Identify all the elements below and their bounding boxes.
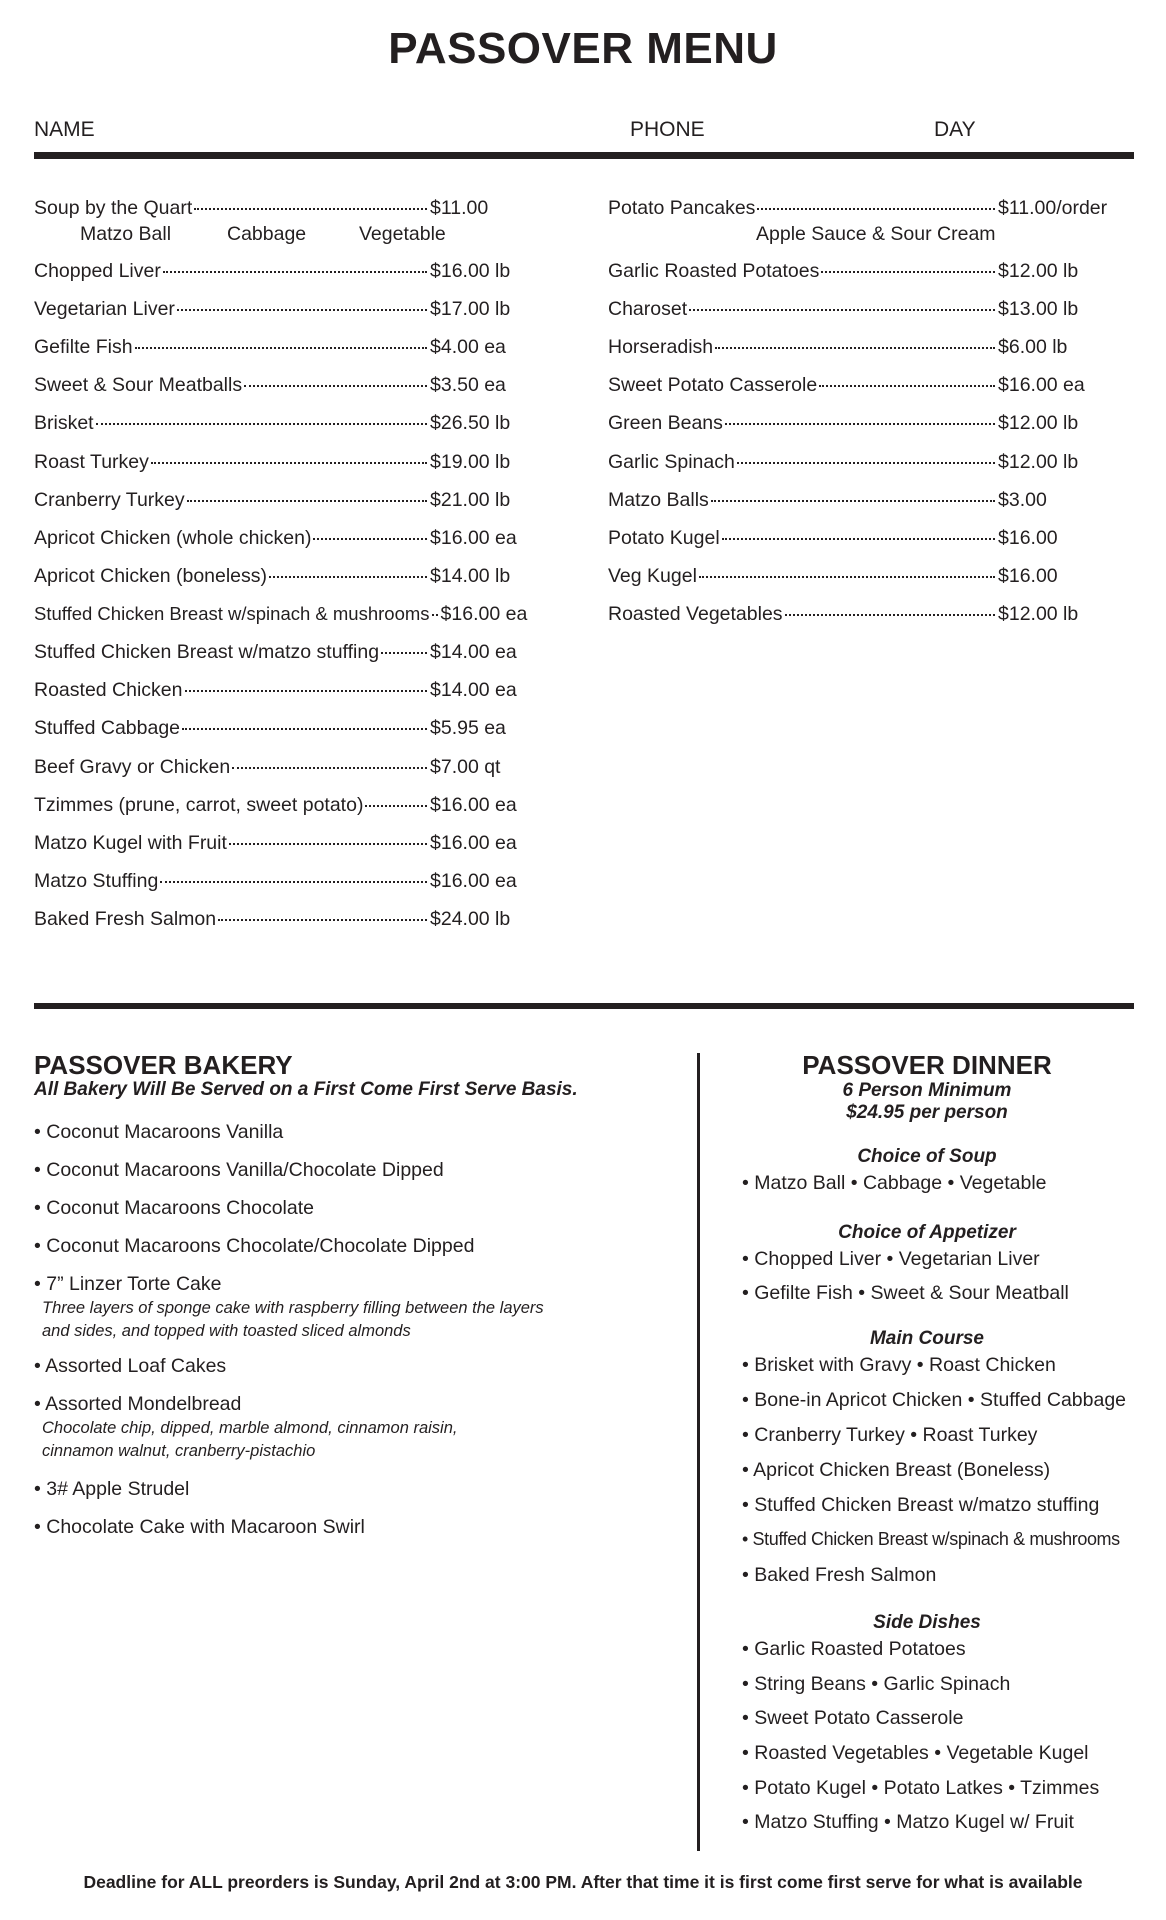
dinner-line: • Garlic Roasted Potatoes <box>742 1638 966 1660</box>
menu-item-price: $17.00 lb <box>430 298 511 320</box>
side-dishes-heading: Side Dishes <box>873 1612 981 1633</box>
menu-item-price: $16.00 ea <box>430 870 517 892</box>
menu-item <box>34 489 512 512</box>
dinner-line: • Chopped Liver • Vegetarian Liver <box>742 1248 1040 1270</box>
menu-item <box>34 908 512 931</box>
bakery-item: • Coconut Macaroons Vanilla/Chocolate Dipped <box>34 1159 444 1181</box>
dot-leader <box>135 347 427 349</box>
menu-item-name: Garlic Roasted Potatoes <box>608 260 820 282</box>
menu-item-price: $3.50 ea <box>430 374 506 396</box>
menu-item <box>608 412 1110 435</box>
menu-item <box>34 412 512 435</box>
menu-item <box>34 870 517 893</box>
menu-item-name: Baked Fresh Salmon <box>34 908 217 930</box>
dot-leader <box>821 271 995 273</box>
menu-item-price: $26.50 lb <box>430 412 511 434</box>
menu-item <box>34 451 512 474</box>
dot-leader <box>313 538 427 540</box>
day-field-label: DAY <box>934 118 976 141</box>
menu-item-price: $14.00 lb <box>430 565 511 587</box>
menu-item-name: Matzo Kugel with Fruit <box>34 832 227 854</box>
menu-item-price: $16.00 ea <box>430 527 517 549</box>
dinner-line: • Bone-in Apricot Chicken • Stuffed Cabbage <box>742 1389 1127 1411</box>
section-rule <box>34 1003 1134 1009</box>
dot-leader <box>757 208 995 210</box>
phone-field-label: PHONE <box>630 118 705 141</box>
dinner-line: • Cranberry Turkey • Roast Turkey <box>742 1424 1038 1446</box>
menu-item-price: $16.00 <box>998 527 1058 549</box>
dot-leader <box>187 500 427 502</box>
soup-option: Cabbage <box>227 223 307 245</box>
main-course-heading: Main Course <box>869 1328 985 1349</box>
menu-item-price: $12.00 lb <box>998 412 1079 434</box>
menu-item <box>34 197 512 220</box>
menu-item-price: $24.00 lb <box>430 908 511 930</box>
menu-item <box>34 641 517 664</box>
menu-item <box>608 527 1110 550</box>
dot-leader <box>737 462 995 464</box>
menu-item-name: Roasted Chicken <box>34 679 183 701</box>
dinner-line: • Baked Fresh Salmon <box>742 1564 937 1586</box>
menu-item-name: Soup by the Quart <box>34 197 193 219</box>
menu-item-name: Chopped Liver <box>34 260 161 282</box>
menu-item-price: $16.00 ea <box>998 374 1085 396</box>
bakery-item-description: and sides, and topped with toasted sliced almonds <box>42 1322 411 1340</box>
bakery-item: • Coconut Macaroons Vanilla <box>34 1121 284 1143</box>
bakery-item: • Chocolate Cake with Macaroon Swirl <box>34 1516 365 1538</box>
soup-option: Vegetable <box>359 223 446 245</box>
dot-leader <box>151 462 427 464</box>
menu-item <box>34 679 517 702</box>
dinner-price: $24.95 per person <box>846 1102 1008 1123</box>
menu-item-name: Horseradish <box>608 336 714 358</box>
bakery-item: • Coconut Macaroons Chocolate/Chocolate Dipped <box>34 1235 475 1257</box>
menu-item-price: $12.00 lb <box>998 451 1079 473</box>
menu-item-price: $16.00 <box>998 565 1058 587</box>
menu-item-price: $16.00 ea <box>430 832 517 854</box>
menu-item <box>34 603 528 626</box>
menu-item-name: Potato Kugel <box>608 527 720 549</box>
dinner-line: • Apricot Chicken Breast (Boneless) <box>742 1459 1051 1481</box>
bakery-item: • Coconut Macaroons Chocolate <box>34 1197 314 1219</box>
dot-leader <box>96 423 427 425</box>
dinner-minimum: 6 Person Minimum <box>842 1080 1012 1101</box>
menu-item-price: $13.00 lb <box>998 298 1079 320</box>
page-title: PASSOVER MENU <box>388 24 778 73</box>
bakery-item: • 7” Linzer Torte Cake <box>34 1273 222 1295</box>
menu-item-name: Tzimmes (prune, carrot, sweet potato) <box>34 794 364 816</box>
column-divider <box>697 1053 700 1851</box>
menu-item-price: $21.00 lb <box>430 489 511 511</box>
menu-item <box>34 527 517 550</box>
dinner-line: • Stuffed Chicken Breast w/spinach & mushrooms <box>742 1529 1120 1549</box>
soup-heading: Choice of Soup <box>857 1146 997 1167</box>
menu-item-price: $4.00 ea <box>430 336 506 358</box>
menu-item-price: $12.00 lb <box>998 603 1079 625</box>
dinner-line: • Stuffed Chicken Breast w/matzo stuffing <box>742 1494 1100 1516</box>
dinner-line: • Matzo Ball • Cabbage • Vegetable <box>742 1172 1047 1194</box>
menu-item <box>34 374 512 397</box>
dot-leader <box>160 881 427 883</box>
menu-item-name: Cranberry Turkey <box>34 489 185 511</box>
menu-item-name: Green Beans <box>608 412 723 434</box>
menu-item-name: Stuffed Chicken Breast w/spinach & mushrooms <box>34 603 430 624</box>
menu-item-name: Roasted Vegetables <box>608 603 783 625</box>
menu-item-price: $19.00 lb <box>430 451 511 473</box>
menu-item-name: Apricot Chicken (whole chicken) <box>34 527 312 549</box>
dot-leader <box>819 385 995 387</box>
bakery-item-description: cinnamon walnut, cranberry-pistachio <box>42 1442 316 1460</box>
dot-leader <box>269 576 427 578</box>
bakery-item-description: Three layers of sponge cake with raspberry filling between the layers <box>42 1299 544 1317</box>
menu-item-name: Matzo Stuffing <box>34 870 159 892</box>
menu-item-name: Stuffed Cabbage <box>34 717 181 739</box>
menu-item-price: $11.00/order <box>998 197 1108 219</box>
menu-item-price: $14.00 ea <box>430 679 517 701</box>
menu-item-name: Stuffed Chicken Breast w/matzo stuffing <box>34 641 380 663</box>
preorder-deadline: Deadline for ALL preorders is Sunday, April 2nd at 3:00 PM. After that time it is first come first serve for what is available <box>83 1872 1083 1892</box>
bakery-item-description: Chocolate chip, dipped, marble almond, cinnamon raisin, <box>42 1419 458 1437</box>
menu-item-price: $5.95 ea <box>430 717 506 739</box>
dot-leader <box>229 843 427 845</box>
dot-leader <box>689 309 995 311</box>
menu-item <box>608 565 1110 588</box>
menu-item <box>608 451 1110 474</box>
dot-leader <box>194 208 427 210</box>
header-rule <box>34 152 1134 159</box>
dot-leader <box>725 423 995 425</box>
dinner-line: • Gefilte Fish • Sweet & Sour Meatball <box>742 1282 1069 1304</box>
menu-item-price: $11.00 <box>430 197 489 219</box>
bakery-item: • Assorted Loaf Cakes <box>34 1355 227 1377</box>
menu-item-name: Sweet & Sour Meatballs <box>34 374 243 396</box>
dot-leader <box>185 690 428 692</box>
menu-item <box>608 260 1110 283</box>
menu-item <box>34 832 517 855</box>
bakery-title: PASSOVER BAKERY <box>34 1050 293 1080</box>
menu-item <box>608 374 1110 397</box>
dot-leader <box>715 347 995 349</box>
dot-leader <box>163 271 427 273</box>
menu-item-name: Apricot Chicken (boneless) <box>34 565 268 587</box>
menu-item-name: Beef Gravy or Chicken <box>34 756 231 778</box>
dinner-line: • Potato Kugel • Potato Latkes • Tzimmes <box>742 1777 1100 1799</box>
dot-leader <box>432 614 438 616</box>
dinner-line: • Matzo Stuffing • Matzo Kugel w/ Fruit <box>742 1811 1074 1833</box>
dinner-line: • Brisket with Gravy • Roast Chicken <box>742 1354 1056 1376</box>
dot-leader <box>232 767 427 769</box>
dot-leader <box>218 919 427 921</box>
menu-item-price: $16.00 ea <box>440 603 528 625</box>
menu-item-price: $6.00 lb <box>998 336 1068 358</box>
menu-item-name: Vegetarian Liver <box>34 298 175 320</box>
menu-item <box>34 794 517 817</box>
menu-item <box>608 603 1110 626</box>
dot-leader <box>699 576 995 578</box>
menu-item-name: Potato Pancakes <box>608 197 756 219</box>
bakery-item: • 3# Apple Strudel <box>34 1478 190 1500</box>
menu-item-price: $7.00 qt <box>430 756 501 778</box>
dinner-line: • String Beans • Garlic Spinach <box>742 1673 1011 1695</box>
menu-item <box>34 260 512 283</box>
menu-item <box>608 489 1110 512</box>
menu-item <box>34 565 512 588</box>
menu-item-price: $16.00 ea <box>430 794 517 816</box>
dot-leader <box>182 728 427 730</box>
dot-leader <box>177 309 427 311</box>
menu-item-name: Matzo Balls <box>608 489 709 511</box>
menu-item <box>34 336 512 359</box>
menu-item <box>608 197 1110 220</box>
dot-leader <box>244 385 427 387</box>
bakery-subtitle: All Bakery Will Be Served on a First Come First Serve Basis. <box>34 1079 578 1100</box>
menu-item <box>34 717 512 740</box>
menu-item-name: Roast Turkey <box>34 451 149 473</box>
menu-item-name: Veg Kugel <box>608 565 697 587</box>
menu-item <box>608 336 1110 359</box>
dinner-line: • Roasted Vegetables • Vegetable Kugel <box>742 1742 1089 1764</box>
menu-item-name: Charoset <box>608 298 688 320</box>
appetizer-heading: Choice of Appetizer <box>838 1222 1016 1243</box>
dinner-title: PASSOVER DINNER <box>802 1050 1052 1080</box>
menu-item <box>608 298 1110 321</box>
dot-leader <box>365 805 427 807</box>
menu-item-price: $14.00 ea <box>430 641 517 663</box>
dot-leader <box>722 538 995 540</box>
menu-item-price: $3.00 <box>998 489 1047 511</box>
dot-leader <box>785 614 995 616</box>
menu-item-price: $16.00 lb <box>430 260 511 282</box>
menu-item <box>34 298 512 321</box>
menu-item <box>34 756 512 779</box>
dinner-line: • Sweet Potato Casserole <box>742 1707 964 1729</box>
name-field-label: NAME <box>34 118 95 141</box>
soup-option: Matzo Ball <box>80 223 172 245</box>
menu-item-name: Gefilte Fish <box>34 336 133 358</box>
menu-item-name: Sweet Potato Casserole <box>608 374 818 396</box>
menu-item-price: $12.00 lb <box>998 260 1079 282</box>
dot-leader <box>711 500 995 502</box>
bakery-item: • Assorted Mondelbread <box>34 1393 242 1415</box>
menu-item-name: Garlic Spinach <box>608 451 735 473</box>
pancake-note: Apple Sauce & Sour Cream <box>756 223 996 245</box>
menu-item-name: Brisket <box>34 412 94 434</box>
dot-leader <box>381 652 427 654</box>
